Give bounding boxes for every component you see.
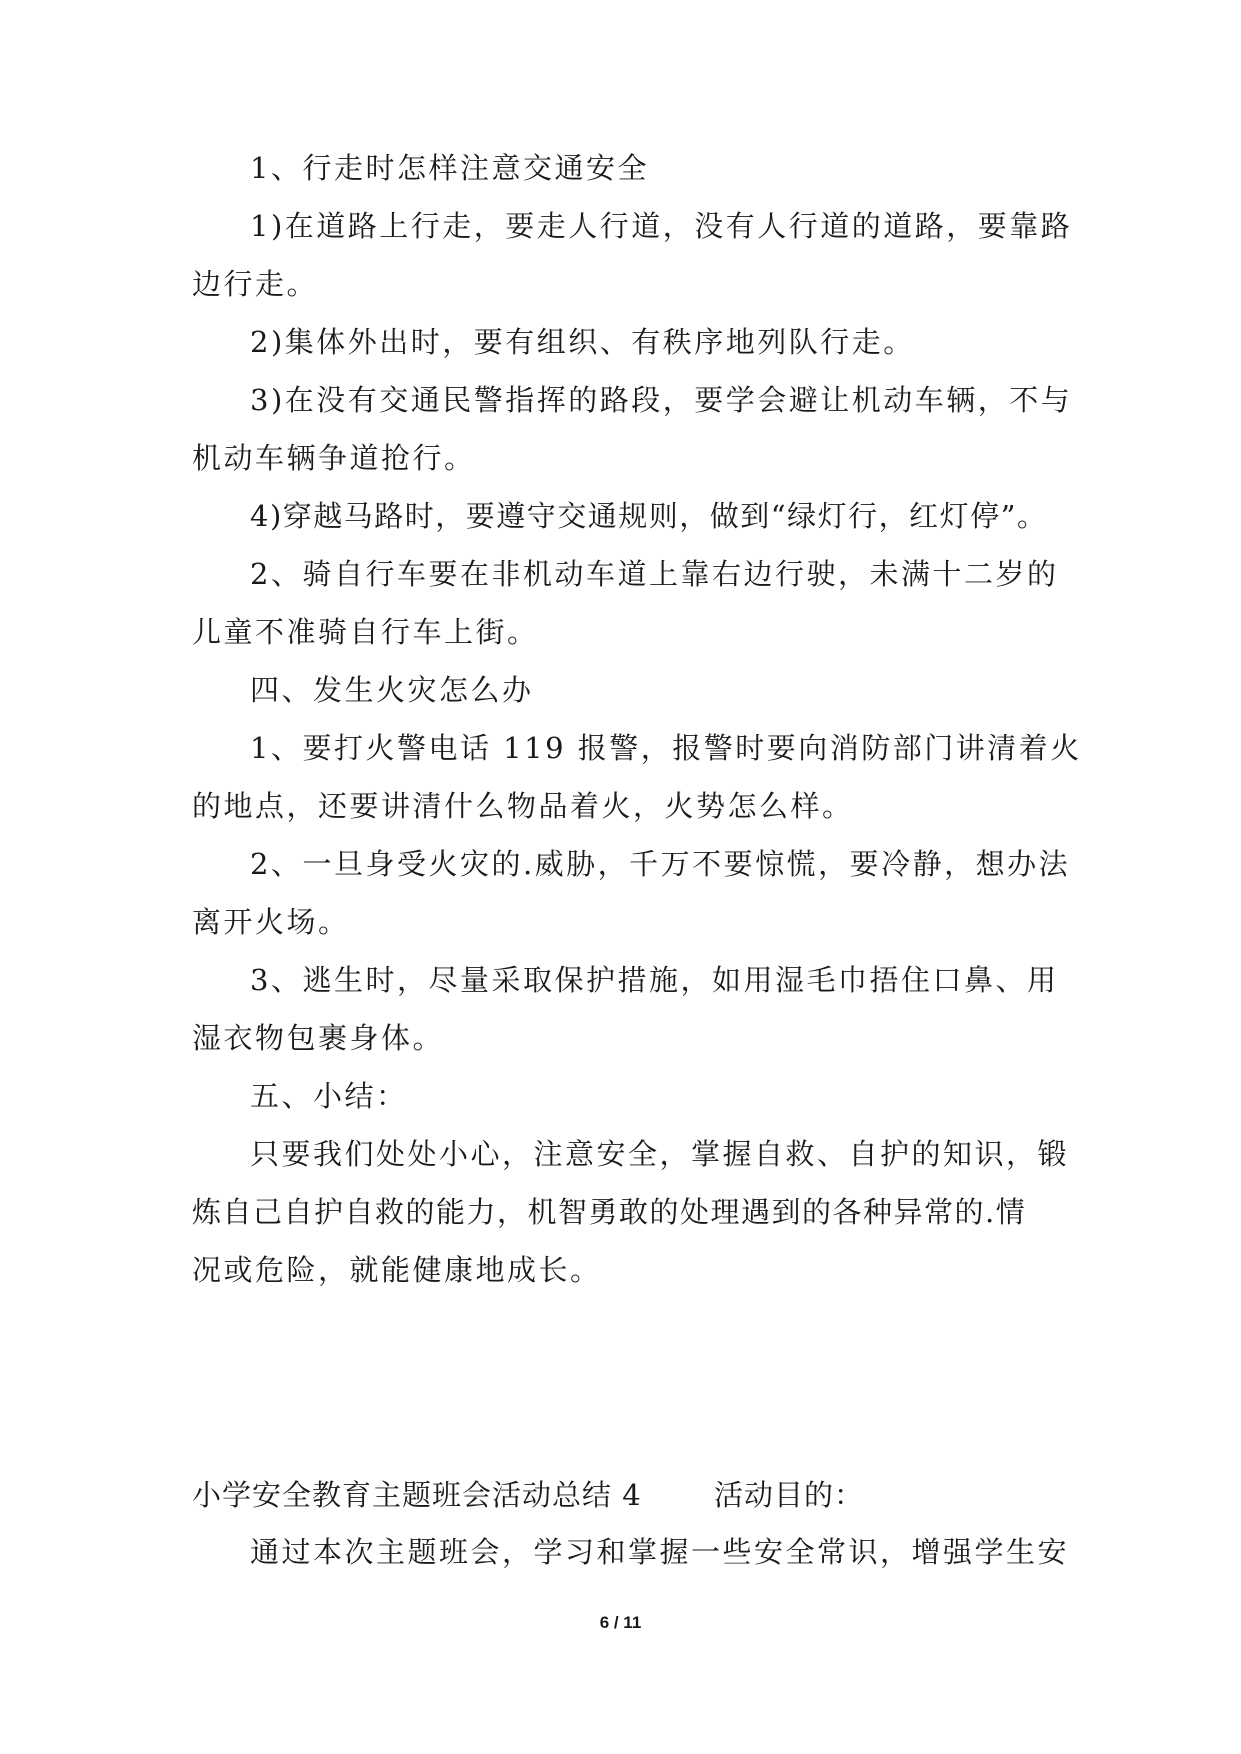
- paragraph-line: 3)在没有交通民警指挥的路段，要学会避让机动车辆，不与: [250, 383, 1073, 417]
- paragraph-line: 1、要打火警电话 119 报警，报警时要向消防部门讲清着火: [250, 731, 1082, 765]
- paragraph-line: 机动车辆争道抢行。: [192, 441, 476, 475]
- paragraph-line: 2、一旦身受火灾的.威胁，千万不要惊慌，要冷静，想办法: [250, 847, 1071, 881]
- paragraph-line: 儿童不准骑自行车上街。: [192, 615, 539, 649]
- paragraph-line: 2)集体外出时，要有组织、有秩序地列队行走。: [250, 325, 915, 359]
- paragraph-line: 4)穿越马路时，要遵守交通规则，做到“绿灯行，红灯停”。: [250, 499, 1048, 533]
- paragraph-line: 的地点，还要讲清什么物品着火，火势怎么样。: [192, 789, 854, 823]
- paragraph-line: 通过本次主题班会，学习和掌握一些安全常识，增强学生安: [250, 1535, 1070, 1569]
- section-title: 小学安全教育主题班会活动总结 4: [192, 1478, 642, 1512]
- page-number: 6 / 11: [599, 1613, 642, 1632]
- paragraph-line: 只要我们处处小心，注意安全，掌握自救、自护的知识，锻: [250, 1137, 1070, 1171]
- paragraph-line: 边行走。: [192, 267, 319, 301]
- paragraph-line: 离开火场。: [192, 905, 350, 939]
- paragraph-line: 湿衣物包裹身体。: [192, 1021, 445, 1055]
- paragraph-line: 况或危险，就能健康地成长。: [192, 1253, 602, 1287]
- paragraph-line: 3、逃生时，尽量采取保护措施，如用湿毛巾捂住口鼻、用: [250, 963, 1059, 997]
- paragraph-line: 1)在道路上行走，要走人行道，没有人行道的道路，要靠路: [250, 209, 1073, 243]
- section-heading-fire: 四、发生火灾怎么办: [250, 673, 534, 707]
- heading-walking-safety: 1、行走时怎样注意交通安全: [250, 151, 649, 185]
- section-heading-summary: 五、小结：: [250, 1079, 408, 1113]
- paragraph-line: 炼自己自护自救的能力，机智勇敢的处理遇到的各种异常的.情: [192, 1195, 1027, 1229]
- section-subtitle: 活动目的：: [714, 1478, 865, 1512]
- paragraph-line: 2、骑自行车要在非机动车道上靠右边行驶，未满十二岁的: [250, 557, 1059, 591]
